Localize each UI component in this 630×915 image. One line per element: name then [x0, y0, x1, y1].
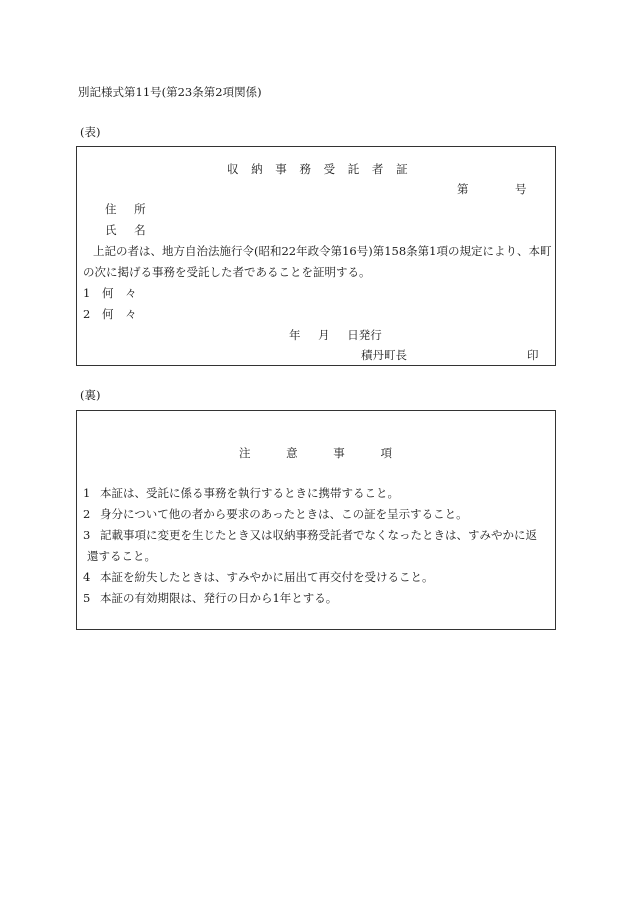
address-label: 住 所 — [105, 202, 146, 216]
front-side-label: (表) — [80, 125, 101, 139]
item-2: 2 何 々 — [83, 307, 137, 321]
body-text-line-2: の次に掲げる事務を受託した者であることを証明する。 — [83, 265, 371, 279]
note-3-continued: 還すること。 — [87, 549, 156, 563]
issuer-name: 積丹町長 — [361, 348, 407, 362]
item-1: 1 何 々 — [83, 286, 137, 300]
name-label: 氏 名 — [105, 223, 146, 237]
body-text-line-1: 上記の者は、地方自治法施行令(昭和22年政令第16号)第158条第1項の規定により、本町 — [93, 244, 552, 258]
note-5: 5 本証の有効期限は、発行の日から1年とする。 — [83, 591, 338, 605]
note-1: 1 本証は、受託に係る事務を執行するときに携帯すること。 — [83, 486, 399, 500]
note-3: 3 記載事項に変更を生じたとき又は収納事務受託者でなくなったときは、すみやかに返 — [83, 528, 537, 542]
form-heading: 別記様式第11号(第23条第2項関係) — [78, 85, 262, 99]
notes-title: 注 意 事 項 — [239, 446, 392, 460]
certificate-front — [76, 146, 556, 366]
number-suffix: 号 — [515, 182, 527, 196]
seal-mark: 印 — [527, 348, 539, 362]
certificate-title: 収 納 事 務 受 託 者 証 — [227, 162, 408, 176]
back-side-label: (裏) — [80, 388, 101, 402]
number-prefix: 第 — [457, 182, 469, 196]
certificate-back — [76, 410, 556, 630]
issue-date: 年 月 日発行 — [289, 328, 382, 342]
note-4: 4 本証を紛失したときは、すみやかに届出て再交付を受けること。 — [83, 570, 434, 584]
note-2: 2 身分について他の者から要求のあったときは、この証を呈示すること。 — [83, 507, 468, 521]
